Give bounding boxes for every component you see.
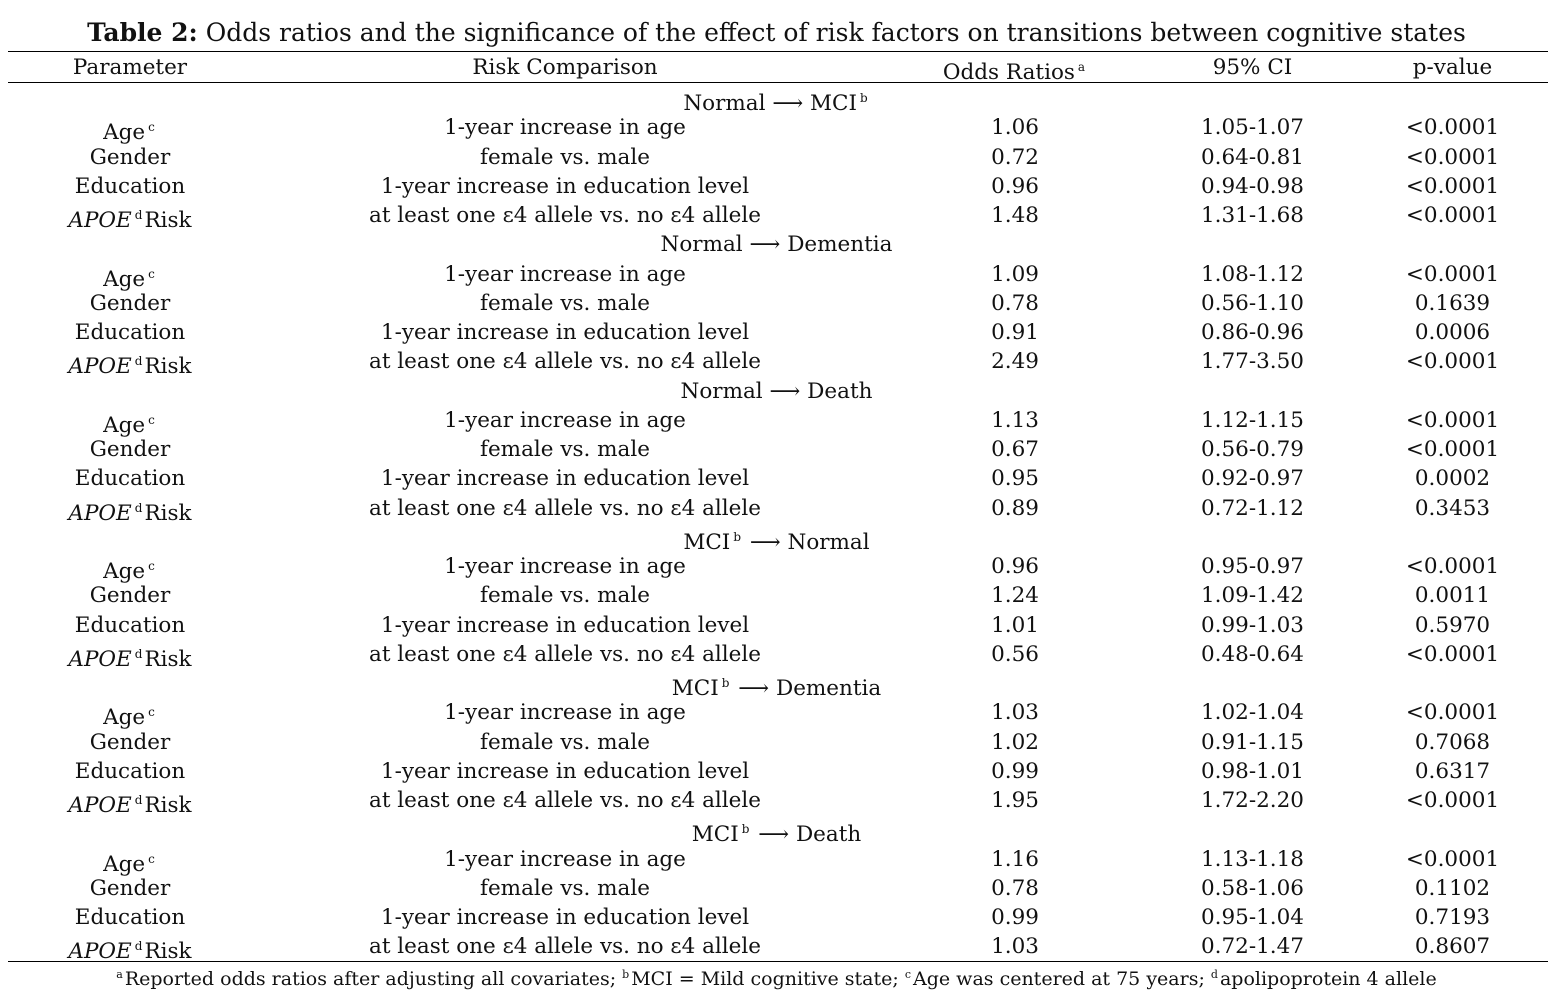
section-header	[0, 377, 1553, 406]
ci-cell: 0.72-1.47	[1200, 934, 1304, 960]
table-row	[0, 347, 1553, 380]
table-row	[0, 552, 1553, 584]
section-to-sup: b	[859, 91, 868, 105]
odds-ratio-cell: 0.89	[991, 495, 1039, 521]
table-row	[0, 172, 1553, 201]
odds-ratio-cell: 0.67	[991, 437, 1039, 462]
parameter-label: Education	[74, 466, 186, 492]
parameter-cell	[40, 611, 220, 640]
parameter-label: Age	[103, 412, 146, 438]
parameter-sup: c	[148, 266, 155, 281]
table-row	[0, 143, 1553, 172]
p-value-cell: 0.3453	[1414, 495, 1491, 521]
parameter-label: Age	[103, 559, 146, 584]
ci-cell: 0.99-1.03	[1200, 612, 1304, 638]
parameter-label: Age	[103, 851, 146, 877]
section-to: Normal	[787, 529, 870, 555]
parameter-label: Age	[103, 266, 146, 292]
ci-cell: 1.02-1.04	[1200, 700, 1304, 726]
parameter-cell	[40, 874, 220, 903]
section-to: Dementia	[775, 676, 882, 701]
parameter-cell	[40, 581, 220, 610]
parameter-sup: c	[148, 559, 155, 573]
parameter-cell	[40, 464, 220, 493]
header-ci: 95% CI	[1212, 55, 1293, 80]
risk-comparison-cell: 1-year increase in education level	[380, 173, 750, 199]
table-row	[0, 611, 1553, 640]
transition-arrow: ⟶	[738, 676, 770, 701]
risk-comparison-cell: 1-year increase in education level	[380, 466, 750, 492]
p-value-cell: <0.0001	[1405, 437, 1500, 462]
parameter-sup: d	[134, 793, 143, 807]
header-risk-comparison: Risk Comparison	[472, 55, 658, 80]
parameter-cell	[40, 728, 220, 757]
table-row	[0, 318, 1553, 347]
parameter-sup: c	[148, 851, 155, 866]
parameter-label: Education	[74, 320, 186, 345]
parameter-label: Gender	[89, 144, 171, 170]
p-value-cell: <0.0001	[1405, 554, 1500, 579]
header-p-value: p-value	[1412, 55, 1493, 80]
parameter-sup: d	[134, 354, 143, 369]
ci-cell: 0.95-0.97	[1200, 554, 1304, 579]
odds-ratio-cell: 2.49	[991, 349, 1039, 375]
p-value-cell: <0.0001	[1405, 700, 1500, 726]
risk-comparison-cell: at least one ε4 allele vs. no ε4 allele	[369, 641, 761, 667]
odds-ratio-cell: 0.96	[991, 173, 1039, 199]
parameter-label: Education	[74, 612, 186, 638]
p-value-cell: <0.0001	[1405, 203, 1500, 228]
parameter-label-risk: Risk	[144, 354, 192, 380]
ci-cell: 1.09-1.42	[1200, 583, 1304, 609]
ci-cell: 1.31-1.68	[1200, 203, 1304, 228]
odds-ratio-cell: 0.56	[991, 641, 1039, 667]
parameter-label: Age	[103, 705, 146, 731]
ci-cell: 0.56-0.79	[1200, 437, 1304, 462]
table-row	[0, 201, 1553, 233]
table-row	[0, 464, 1553, 493]
header-odds-sup: a	[1077, 60, 1086, 74]
table-row	[0, 903, 1553, 932]
section-to: Death	[807, 378, 873, 404]
table-row	[0, 786, 1553, 818]
risk-comparison-cell: 1-year increase in age	[444, 700, 686, 726]
risk-comparison-cell: 1-year increase in age	[444, 846, 686, 872]
ci-cell: 1.05-1.07	[1200, 115, 1304, 141]
parameter-cell	[40, 757, 220, 786]
parameter-label-apoe: APOE	[68, 354, 132, 380]
table-row	[0, 932, 1553, 965]
parameter-label-risk: Risk	[144, 646, 192, 672]
section-from-sup: b	[741, 822, 750, 837]
parameter-label-apoe: APOE	[68, 500, 132, 526]
ci-cell: 1.13-1.18	[1200, 846, 1304, 872]
parameter-label-risk: Risk	[144, 500, 192, 526]
table-row	[0, 757, 1553, 786]
parameter-sup: d	[134, 500, 143, 515]
parameter-cell	[40, 172, 220, 201]
parameter-label-apoe: APOE	[68, 793, 132, 818]
p-value-cell: <0.0001	[1405, 144, 1500, 170]
risk-comparison-cell: 1-year increase in age	[444, 407, 686, 433]
header-odds-ratios-label: Odds Ratios	[942, 60, 1075, 85]
footnote-d-text: apolipoprotein 4 allele	[1219, 968, 1437, 990]
footnote-a-sup: a	[116, 968, 123, 981]
odds-ratio-cell: 1.16	[991, 846, 1039, 872]
parameter-label-apoe: APOE	[68, 646, 132, 672]
parameter-label: Gender	[89, 583, 171, 609]
risk-comparison-cell: at least one ε4 allele vs. no ε4 allele	[369, 934, 761, 960]
risk-comparison-cell: female vs. male	[480, 437, 650, 462]
parameter-label-risk: Risk	[144, 208, 192, 233]
section-from: MCI	[671, 676, 719, 701]
table-row	[0, 113, 1553, 146]
odds-ratio-cell: 1.02	[991, 729, 1039, 755]
header-rule	[8, 82, 1548, 83]
p-value-cell: 0.5970	[1414, 612, 1491, 638]
ci-cell: 0.72-1.12	[1200, 495, 1304, 521]
odds-ratio-cell: 0.78	[991, 875, 1039, 901]
ci-cell: 1.12-1.15	[1200, 407, 1304, 433]
odds-ratio-cell: 1.03	[991, 934, 1039, 960]
parameter-sup: d	[134, 646, 143, 661]
p-value-cell: 0.0011	[1414, 583, 1491, 609]
ci-cell: 0.64-0.81	[1200, 144, 1304, 170]
table-row	[0, 640, 1553, 672]
table-row	[0, 289, 1553, 318]
transition-arrow: ⟶	[772, 91, 804, 116]
table-row	[0, 698, 1553, 731]
parameter-label-risk: Risk	[144, 793, 192, 818]
footnote-c-sup: c	[904, 968, 912, 981]
p-value-cell: <0.0001	[1405, 115, 1500, 141]
odds-ratio-cell: 1.06	[991, 115, 1039, 141]
table-row	[0, 581, 1553, 610]
risk-comparison-cell: 1-year increase in age	[444, 554, 686, 579]
p-value-cell: 0.7193	[1414, 905, 1491, 930]
parameter-sup: c	[148, 412, 155, 427]
risk-comparison-cell: female vs. male	[480, 583, 650, 609]
ci-cell: 0.48-0.64	[1200, 641, 1304, 667]
odds-ratio-cell: 0.72	[991, 144, 1039, 170]
table-row	[0, 260, 1553, 292]
transition-arrow: ⟶	[749, 232, 781, 258]
footnote-c-text: Age was centered at 75 years;	[913, 968, 1205, 990]
parameter-label: Gender	[89, 875, 171, 901]
odds-ratio-cell: 1.24	[991, 583, 1039, 609]
ci-cell: 0.98-1.01	[1200, 758, 1304, 784]
parameter-cell	[40, 318, 220, 347]
parameter-label-risk: Risk	[144, 939, 192, 965]
p-value-cell: 0.1102	[1414, 875, 1491, 901]
odds-ratio-cell: 1.13	[991, 407, 1039, 433]
risk-comparison-cell: 1-year increase in education level	[380, 320, 750, 345]
parameter-label: Education	[74, 905, 186, 930]
parameter-label-apoe: APOE	[68, 939, 132, 965]
p-value-cell: <0.0001	[1405, 788, 1500, 813]
section-from: Normal	[683, 91, 766, 116]
section-header	[0, 230, 1553, 259]
ci-cell: 0.56-1.10	[1200, 290, 1304, 316]
odds-ratio-cell: 0.99	[991, 758, 1039, 784]
odds-ratio-cell: 0.96	[991, 554, 1039, 579]
section-from: Normal	[680, 378, 763, 404]
top-rule	[8, 51, 1548, 52]
p-value-cell: 0.8607	[1414, 934, 1491, 960]
parameter-cell	[40, 903, 220, 932]
p-value-cell: 0.0006	[1414, 320, 1491, 345]
parameter-label: Gender	[89, 437, 171, 462]
risk-comparison-cell: 1-year increase in age	[444, 115, 686, 141]
section-header	[0, 815, 1553, 848]
table-title-label: Table 2:	[87, 18, 198, 47]
parameter-sup: d	[134, 208, 143, 222]
section-to: MCI	[809, 91, 857, 116]
section-header	[0, 669, 1553, 701]
p-value-cell: 0.7068	[1414, 729, 1491, 755]
parameter-label: Gender	[89, 729, 171, 755]
odds-ratio-cell: 0.91	[991, 320, 1039, 345]
p-value-cell: 0.6317	[1414, 758, 1491, 784]
transition-arrow: ⟶	[758, 822, 790, 848]
risk-comparison-cell: 1-year increase in education level	[380, 905, 750, 930]
section-from-sup: b	[733, 529, 741, 544]
risk-comparison-cell: 1-year increase in education level	[380, 758, 750, 784]
section-header	[0, 84, 1553, 116]
table-title	[0, 16, 1553, 50]
p-value-cell: <0.0001	[1405, 349, 1500, 375]
section-from: Normal	[660, 232, 743, 258]
parameter-sup: c	[148, 120, 155, 135]
odds-ratio-cell: 0.99	[991, 905, 1039, 930]
header-parameter: Parameter	[72, 55, 188, 80]
parameter-sup: d	[134, 939, 143, 954]
risk-comparison-cell: female vs. male	[480, 144, 650, 170]
table-row	[0, 728, 1553, 757]
odds-ratio-cell: 1.03	[991, 700, 1039, 726]
ci-cell: 1.72-2.20	[1200, 788, 1304, 813]
footnote-b-sup: b	[622, 968, 630, 981]
ci-cell: 0.86-0.96	[1200, 320, 1304, 345]
header-row	[0, 53, 1553, 85]
parameter-label-apoe: APOE	[68, 208, 132, 233]
parameter-cell	[40, 289, 220, 318]
section-to: Death	[795, 822, 862, 848]
p-value-cell: <0.0001	[1405, 846, 1500, 872]
odds-ratio-cell: 0.95	[991, 466, 1039, 492]
section-to: Dementia	[787, 232, 893, 258]
odds-ratio-cell: 1.01	[991, 612, 1039, 638]
ci-cell: 0.58-1.06	[1200, 875, 1304, 901]
risk-comparison-cell: at least one ε4 allele vs. no ε4 allele	[369, 349, 761, 375]
risk-comparison-cell: female vs. male	[480, 290, 650, 316]
parameter-label: Education	[74, 173, 186, 199]
parameter-label: Age	[103, 120, 146, 146]
odds-ratio-cell: 1.48	[991, 203, 1039, 228]
risk-comparison-cell: 1-year increase in education level	[380, 612, 750, 638]
parameter-label: Gender	[89, 290, 171, 316]
ci-cell: 1.08-1.12	[1200, 261, 1304, 287]
p-value-cell: 0.1639	[1414, 290, 1491, 316]
table-row	[0, 435, 1553, 464]
ci-cell: 1.77-3.50	[1200, 349, 1304, 375]
parameter-label: Education	[74, 758, 186, 784]
table-row	[0, 406, 1553, 438]
risk-comparison-cell: 1-year increase in age	[444, 261, 686, 287]
p-value-cell: <0.0001	[1405, 407, 1500, 433]
parameter-cell	[40, 435, 220, 464]
table-row	[0, 874, 1553, 903]
p-value-cell: <0.0001	[1405, 173, 1500, 199]
footnote-d-sup: d	[1210, 968, 1218, 981]
ci-cell: 0.91-1.15	[1200, 729, 1304, 755]
table-row	[0, 494, 1553, 526]
table-title-text: Odds ratios and the significance of the effect of risk factors on transitions between cognitive states	[205, 18, 1466, 47]
risk-comparison-cell: at least one ε4 allele vs. no ε4 allele	[369, 495, 761, 521]
p-value-cell: <0.0001	[1405, 641, 1500, 667]
risk-comparison-cell: female vs. male	[480, 875, 650, 901]
section-header	[0, 523, 1553, 555]
ci-cell: 0.92-0.97	[1200, 466, 1304, 492]
odds-ratio-cell: 1.09	[991, 261, 1039, 287]
section-from: MCI	[691, 822, 739, 848]
ci-cell: 0.94-0.98	[1200, 173, 1304, 199]
transition-arrow: ⟶	[749, 529, 781, 555]
transition-arrow: ⟶	[769, 378, 801, 404]
parameter-cell	[40, 143, 220, 172]
section-from: MCI	[683, 529, 731, 555]
footnote-b-text: MCI = Mild cognitive state;	[631, 968, 899, 990]
table-footnote	[0, 962, 1553, 992]
section-from-sup: b	[721, 676, 730, 690]
parameter-sup: c	[148, 705, 155, 720]
risk-comparison-cell: at least one ε4 allele vs. no ε4 allele	[369, 203, 761, 228]
p-value-cell: 0.0002	[1414, 466, 1491, 492]
p-value-cell: <0.0001	[1405, 261, 1500, 287]
risk-comparison-cell: female vs. male	[480, 729, 650, 755]
odds-ratio-cell: 0.78	[991, 290, 1039, 316]
footnote-a-text: Reported odds ratios after adjusting all covariates;	[124, 968, 617, 990]
odds-ratio-cell: 1.95	[991, 788, 1039, 813]
ci-cell: 0.95-1.04	[1200, 905, 1304, 930]
table-row	[0, 845, 1553, 877]
risk-comparison-cell: at least one ε4 allele vs. no ε4 allele	[369, 788, 761, 813]
